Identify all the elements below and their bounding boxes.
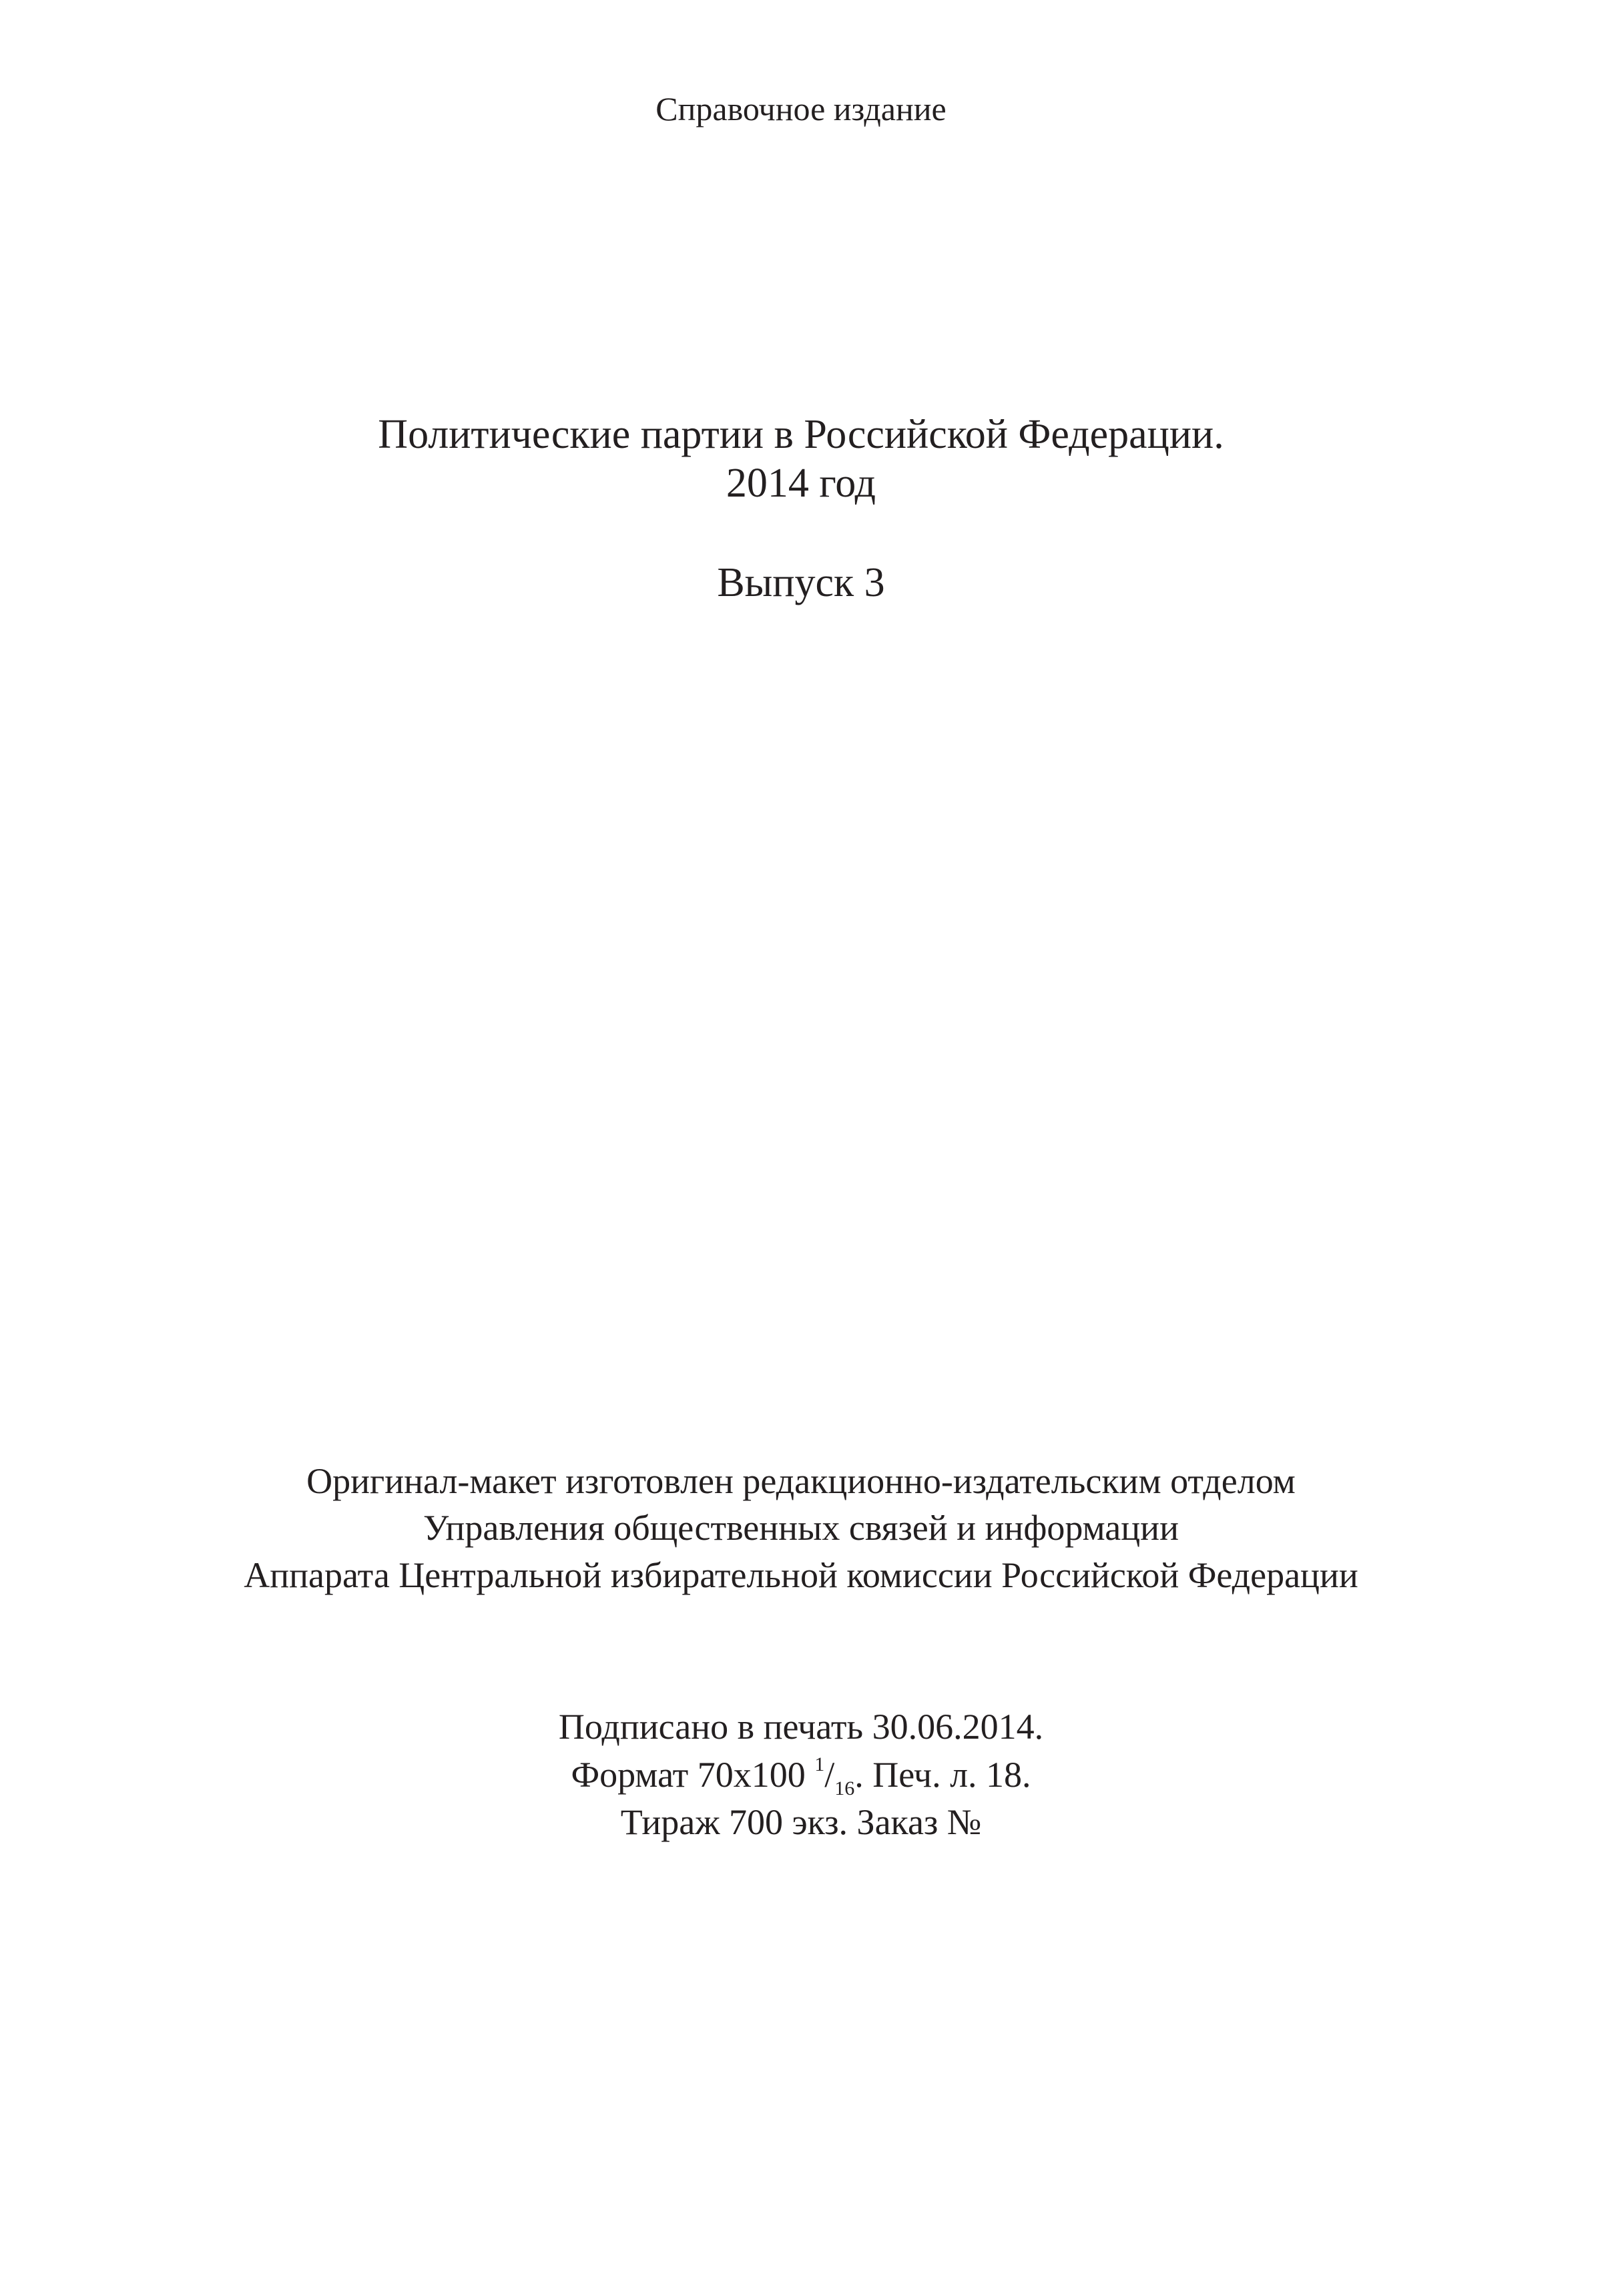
edition-type-label: Справочное издание: [655, 90, 947, 127]
format-numerator: 1: [814, 1753, 825, 1775]
format-slash: /: [824, 1755, 835, 1795]
imprint-line-3: Аппарата Центральной избирательной комиссии Российской Федерации: [244, 1555, 1358, 1595]
format-line: [0, 1753, 1602, 1799]
publication-title-line-2: 2014 год: [726, 461, 876, 506]
format-prefix: Формат 70x100: [571, 1755, 815, 1795]
circulation-line: Тираж 700 экз. Заказ №: [620, 1802, 982, 1842]
imprint-line-2: Управления общественных связей и информации: [423, 1508, 1179, 1548]
issue-number: Выпуск 3: [717, 560, 885, 605]
format-suffix: . Печ. л. 18.: [854, 1755, 1031, 1795]
imprint-line-1: Оригинал-макет изготовлен редакционно-издательским отделом: [306, 1461, 1296, 1501]
signed-to-print-line: Подписано в печать 30.06.2014.: [558, 1707, 1044, 1747]
publication-title-line-1: Политические партии в Российской Федерации.: [378, 412, 1224, 457]
format-denominator: 16: [834, 1777, 855, 1799]
